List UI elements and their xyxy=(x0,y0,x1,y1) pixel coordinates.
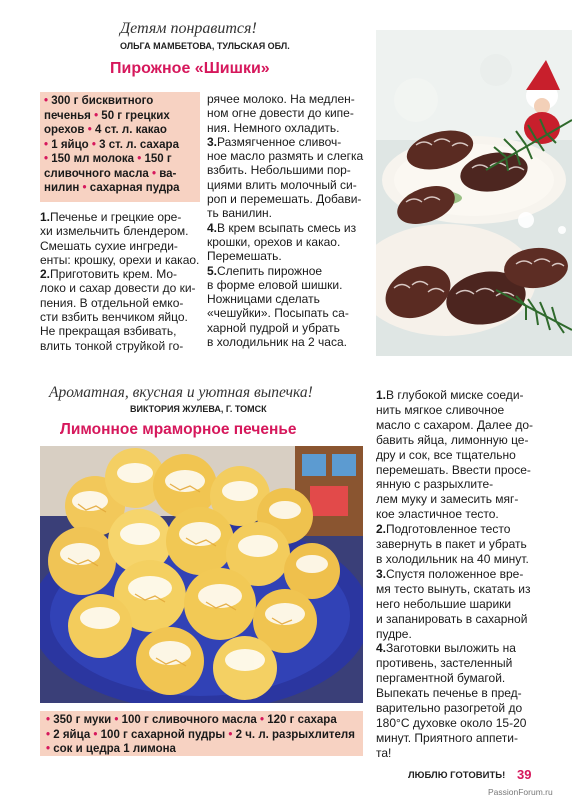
recipe2-title: Лимонное мраморное печенье xyxy=(60,421,297,438)
recipe1-tagline: Детям понравится! xyxy=(120,20,257,37)
pinecone-cakes-photo xyxy=(376,30,572,356)
recipe1-step-2: 2.Приготовить крем. Мо- локо и сахар довести до ки- пения. В отдельной емко- сти взбить венчиком яйцо. Не прекращая взбивать, влить тонкой струйкой го- xyxy=(40,267,196,353)
recipe2-tagline: Ароматная, вкусная и уютная выпечка! xyxy=(49,384,313,401)
recipe2-steps xyxy=(376,388,568,761)
recipe1-ingredients: • 300 г бисквитного печенья • 50 г грецких орехов • 4 ст. л. какао • 1 яйцо • 3 ст. л. сахара • 150 мл молока • 150 г сливочного масла • ва- нилин • сахарная пудра xyxy=(40,92,200,202)
watermark: PassionForum.ru xyxy=(488,787,553,797)
recipe1-step-2-continued: рячее молоко. На медлен- ном огне довести до кипе- ния. Немного охладить. xyxy=(207,92,355,135)
recipe2-step-1: 1.В глубокой миске соеди- нить мягкое сливочное масло с сахаром. Далее до- бавить яйца, лимонную це- дру и сок, все тщательно перемешать. Ввести просе- янную с разрыхлите- лем муку и замесить мяг- кое эластичное тесто. xyxy=(376,388,534,522)
recipe1-steps-right xyxy=(207,92,367,349)
recipe1-title: Пирожное «Шишки» xyxy=(110,60,270,77)
recipe1-step-5: 5.Слепить пирожное в форме еловой шишки. Ножницами сделать «чешуйки». Посыпать са- харной пудрой и убрать в холодильник на 2 часа. xyxy=(207,263,349,350)
magazine-name: ЛЮБЛЮ ГОТОВИТЬ! xyxy=(408,770,506,781)
recipe1-step-4: 4.В крем всыпать смесь из крошки, орехов и какао. Перемешать. xyxy=(207,220,357,264)
recipe1-steps-left xyxy=(40,210,205,353)
recipe2-step-4: 4.Заготовки выложить на противень, застеленный пергаментной бумагой. Выпекать печенье в пред- варительно разогретой до 180°С духовке около 15-20 минут. Приятного аппети- та! xyxy=(376,641,527,760)
recipe2-ingredients: • 350 г муки • 100 г сливочного масла • 120 г сахара • 2 яйца • 100 г сахарной пудры • 2 ч. л. разрыхлителя • сок и цедра 1 лимона xyxy=(40,711,363,756)
recipe1-author: ОЛЬГА МАМБЕТОВА, ТУЛЬСКАЯ ОБЛ. xyxy=(120,41,290,51)
lemon-cookies-photo xyxy=(40,446,363,703)
recipe2-step-2: 2.Подготовленное тесто завернуть в пакет и убрать в холодильник на 40 минут. xyxy=(376,522,529,566)
recipe2-author: ВИКТОРИЯ ЖУЛЕВА, Г. ТОМСК xyxy=(130,404,267,414)
recipe2-step-3: 3.Спустя положенное вре- мя тесто вынуть, скатать из него небольшие шарики и запанировать в сахарной пудре. xyxy=(376,566,531,641)
page-number: 39 xyxy=(517,767,532,782)
recipe1-step-3: 3.Размягченное сливоч- ное масло размять и слегка взбить. Небольшими пор- циями влить молочный си- роп и перемешать. Добави- ть ванилин. xyxy=(207,134,364,221)
recipe1-step-1: 1.Печенье и грецкие оре- хи измельчить блендером. Смешать сухие ингреди- енты: крошку, орехи и какао. xyxy=(40,210,200,267)
